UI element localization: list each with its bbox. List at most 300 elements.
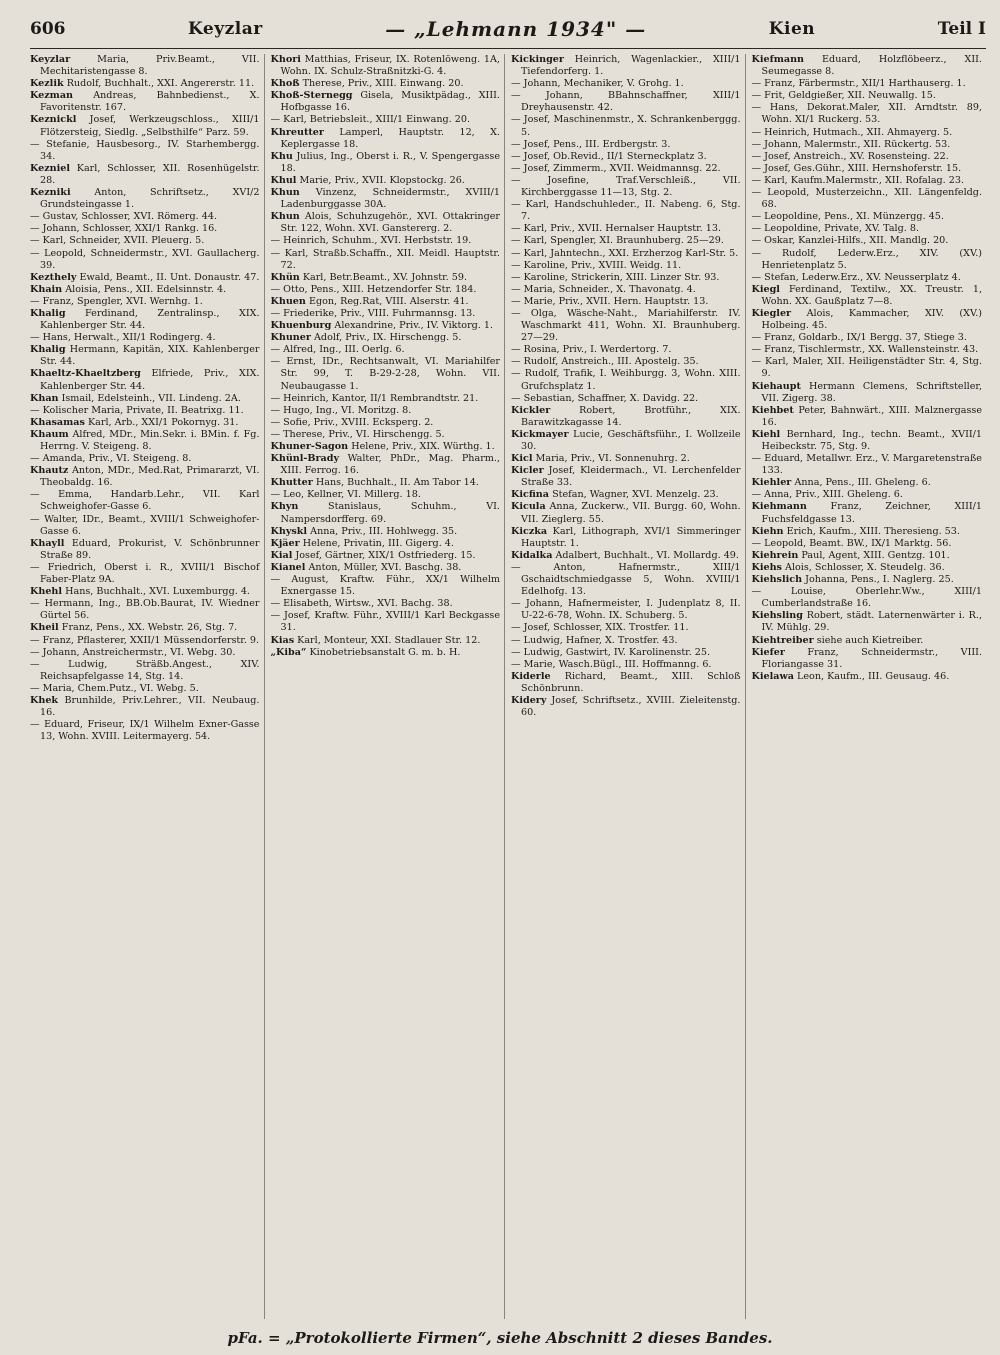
entry-details: — Rudolf, Anstreich., III. Apostelg. 35.: [511, 356, 699, 368]
entry-details: Franz, Schneidermstr., VIII. Floriangasse 31.: [761, 646, 982, 670]
entry-details: — Karoline, Priv., XVIII. Weidg. 11.: [511, 259, 682, 271]
directory-entry: [511, 671, 741, 695]
directory-entry: [511, 78, 741, 90]
entry-surname: Kiehslich: [751, 574, 803, 586]
directory-entry: [30, 622, 260, 634]
entry-surname: Khaeltz-Khaeltzberg: [30, 368, 141, 380]
directory-entry: [511, 296, 741, 308]
directory-entry: [271, 417, 501, 429]
entry-surname: Kjäer: [270, 537, 300, 549]
directory-entry: [511, 284, 741, 296]
entry-details: — Franz, Goldarb., IX/1 Bergg. 37, Stiege 3.: [751, 332, 967, 344]
entry-surname: Khautz: [30, 465, 69, 477]
directory-entry: [511, 175, 741, 199]
directory-entry: [511, 489, 741, 501]
directory-entry: [752, 308, 983, 332]
entry-details: Stanislaus, Schuhm., VI. Nampersdorfferg. 69.: [280, 501, 500, 525]
entry-details: — Josefine, Traf.Verschleiß., VII. Kirchberggasse 11—13, Stg. 2.: [511, 174, 741, 199]
directory-entry: [30, 683, 260, 695]
entry-details: Eduard, Holzflöbeerz., XII. Seumegasse 8.: [761, 54, 982, 78]
directory-entry: [271, 90, 501, 114]
entry-details: Ferdinand, Zentralinsp., XIX. Kahlenberger Str. 44.: [40, 307, 260, 332]
entry-details: Peter, Bahnwärt., XIII. Malznergasse 16.: [761, 404, 982, 428]
entry-details: Eduard, Prokurist, V. Schönbrunner Straße 89.: [40, 537, 260, 561]
entry-surname: Khori: [270, 54, 301, 65]
entry-surname: Keznickl: [30, 114, 77, 126]
column-2: [271, 54, 506, 1319]
directory-entry: [511, 465, 741, 489]
entry-surname: Kezniki: [30, 187, 71, 199]
directory-entry: [752, 78, 983, 90]
directory-entry: [30, 647, 260, 659]
entry-details: — Josef, Kraftw. Führ., XVIII/1 Karl Beckgasse 31.: [270, 610, 500, 634]
entry-surname: Khek: [30, 694, 59, 706]
entry-details: — Hans, Dekorat.Maler, XII. Arndtstr. 89, Wohn. XI/1 Ruckerg. 53.: [751, 102, 982, 126]
entry-details: — Otto, Pens., XIII. Hetzendorfer Str. 184.: [270, 283, 477, 295]
entry-details: — Rosina, Priv., I. Werdertorg. 7.: [511, 344, 672, 356]
directory-entry: [511, 114, 741, 138]
directory-entry: [511, 356, 741, 368]
directory-entry: [271, 610, 501, 634]
directory-entry: [30, 514, 260, 538]
directory-entry: [30, 163, 260, 187]
directory-entry: [752, 272, 983, 284]
directory-entry: [752, 635, 983, 647]
entry-surname: „Kiba“: [270, 646, 307, 658]
entry-details: Alexandrine, Priv., IV. Viktorg. 1.: [334, 320, 494, 332]
directory-entry: [752, 610, 983, 634]
entry-details: Elfriede, Priv., XIX. Kahlenberger Str. 44.: [40, 368, 260, 392]
entry-surname: Kiegler: [751, 307, 792, 319]
entry-details: — Josef, Pens., III. Erdbergstr. 3.: [511, 138, 671, 150]
directory-entry: [30, 223, 260, 235]
entry-details: Erich, Kaufm., XIII. Theresieng. 53.: [786, 525, 960, 537]
directory-entry: [271, 429, 501, 441]
directory-entry: [30, 284, 260, 296]
directory-entry: [511, 501, 741, 525]
entry-details: — Gustav, Schlosser, XVI. Römerg. 44.: [30, 211, 217, 223]
entry-surname: Kiegl: [751, 283, 780, 295]
directory-entry: [511, 344, 741, 356]
directory-entry: [511, 151, 741, 163]
entry-details: Marie, Priv., XVII. Klopstockg. 26.: [299, 174, 465, 186]
entry-details: — Maria, Chem.Putz., VI. Webg. 5.: [30, 682, 199, 694]
directory-entry: [271, 308, 501, 320]
entry-details: — Josef, Ob.Revid., II/1 Sterneckplatz 3.: [511, 150, 707, 162]
entry-surname: Kiefmann: [751, 54, 805, 65]
entry-details: Bernhard, Ing., techn. Beamt., XVII/1 Heibeckstr. 75, Stg. 9.: [761, 428, 982, 452]
entry-details: Josef, Gärtner, XIX/1 Ostfriederg. 15.: [295, 549, 476, 561]
entry-details: — Anton, Hafnermstr., XIII/1 Gschaidtschmiedgasse 5, Wohn. XVIII/1 Edelhofg. 13.: [511, 561, 741, 598]
entry-details: Franz, Zeichner, XIII/1 Fuchsfeldgasse 13.: [761, 501, 982, 525]
entry-details: — Karl, Schneider, XVII. Pleuerg. 5.: [30, 235, 205, 247]
directory-entry: [271, 598, 501, 610]
entry-details: siehe auch Kietreiber.: [816, 634, 924, 646]
directory-entry: [271, 538, 501, 550]
directory-entry: [752, 235, 983, 247]
entry-details: Robert, städt. Laternenwärter i. R., IV. Mühlg. 29.: [761, 610, 982, 634]
entry-details: — Hans, Herwalt., XII/1 Rodingerg. 4.: [30, 332, 216, 344]
entry-details: Helene, Priv., XIX. Würthg. 1.: [351, 441, 495, 452]
directory-entry: [511, 635, 741, 647]
entry-details: Alfred, MDr., Min.Sekr. i. BMin. f. Fg. Herrng. V. Steigeng. 8.: [40, 428, 260, 452]
entry-surname: Kickmayer: [511, 428, 569, 440]
directory-entry: [752, 562, 983, 574]
entry-details: Paul, Agent, XIII. Gentzg. 101.: [801, 549, 950, 561]
entry-surname: Khalig: [30, 344, 66, 356]
entry-surname: Khuen: [270, 295, 306, 307]
entry-details: Alois, Schlosser, X. Steudelg. 36.: [785, 561, 945, 573]
entry-details: Alois, Kammacher, XIV. (XV.) Holbeing. 45.: [761, 307, 982, 332]
entry-details: — Olga, Wäsche-Naht., Mariahilferstr. IV. Waschmarkt 411, Wohn. XI. Braunhuberg. 27—29.: [511, 307, 741, 344]
directory-entry: [30, 344, 260, 368]
entry-details: — Sebastian, Schaffner, X. Davidg. 22.: [511, 392, 699, 404]
entry-details: — Ludwig, Sträßb.Angest., XIV. Reichsapfelgasse 14, Stg. 14.: [30, 658, 260, 682]
entry-details: — Hugo, Ing., VI. Moritzg. 8.: [270, 404, 412, 416]
directory-entry: [511, 393, 741, 405]
entry-surname: Khehl: [30, 586, 63, 598]
entry-surname: Kielawa: [751, 670, 794, 682]
page-header: [30, 12, 986, 46]
directory-entry: [271, 175, 501, 187]
entry-surname: Khoß-Sternegg: [270, 90, 353, 102]
directory-entry: [271, 501, 501, 525]
entry-details: — Marie, Priv., XVII. Hern. Hauptstr. 13.: [511, 295, 709, 307]
directory-entry: [752, 671, 983, 683]
entry-details: Matthias, Friseur, IX. Rotenlöweng. 1A, Wohn. IX. Schulz-Straßnitzki-G. 4.: [280, 54, 500, 78]
entry-details: — Franz, Spengler, XVI. Wernhg. 1.: [30, 295, 203, 307]
directory-entry: [511, 550, 741, 562]
entry-details: — Karl, Priv., XVII. Hernalser Hauptstr. 13.: [511, 223, 722, 235]
entry-details: — Marie, Wasch.Bügl., III. Hoffmanng. 6.: [511, 658, 712, 670]
entry-surname: Khayll: [30, 537, 65, 549]
directory-entry: [752, 211, 983, 223]
directory-entry: [30, 308, 260, 332]
directory-entry: [752, 332, 983, 344]
entry-details: — Rudolf, Lederw.Erz., XIV. (XV.) Henrietenplatz 5.: [751, 247, 982, 271]
directory-entry: [271, 441, 501, 453]
entry-details: — Heinrich, Hutmach., XII. Ahmayerg. 5.: [751, 126, 953, 138]
directory-entry: [511, 272, 741, 284]
entry-details: Adalbert, Buchhalt., VI. Mollardg. 49.: [555, 549, 739, 561]
directory-entry: [752, 477, 983, 489]
entry-details: Anton, MDr., Med.Rat, Primararzt, VI. Theobaldg. 16.: [40, 465, 260, 489]
entry-surname: Khun: [270, 211, 300, 223]
entry-surname: Khaum: [30, 428, 69, 440]
directory-entry: [752, 248, 983, 272]
entry-details: — Therese, Priv., VI. Hirschengg. 5.: [270, 428, 445, 440]
entry-details: Kinobetriebsanstalt G. m. b. H.: [309, 646, 461, 658]
entry-surname: Kicler: [511, 465, 544, 477]
directory-entry: [752, 586, 983, 610]
entry-surname: Kial: [270, 549, 293, 561]
entry-details: Anna, Zuckerw., VII. Burgg. 60, Wohn. VII. Zieglerg. 55.: [521, 501, 741, 525]
entry-details: Brunhilde, Priv.Lehrer., VII. Neubaug. 16.: [40, 694, 260, 719]
directory-entry: [271, 562, 501, 574]
directory-entry: [30, 90, 260, 114]
directory-entry: [511, 308, 741, 344]
directory-entry: [752, 381, 983, 405]
entry-details: Robert, Brotführ., XIX. Barawitzkagasse 14.: [521, 404, 741, 428]
entry-details: — Eduard, Friseur, IX/1 Wilhelm Exner-Gasse 13, Wohn. XVIII. Leitermayerg. 54.: [30, 719, 260, 743]
directory-entry: [511, 647, 741, 659]
entry-details: Ewald, Beamt., II. Unt. Donaustr. 47.: [79, 271, 260, 283]
entry-surname: Khan: [30, 392, 59, 404]
entry-surname: Kiehbet: [751, 404, 794, 416]
directory-entry: [752, 139, 983, 151]
directory-entry: [30, 465, 260, 489]
directory-entry: [511, 659, 741, 671]
entry-details: Andreas, Bahnbedienst., X. Favoritenstr. 167.: [40, 90, 260, 114]
directory-entry: [752, 405, 983, 429]
entry-details: — Heinrich, Kantor, II/1 Rembrandtstr. 21.: [270, 392, 479, 404]
directory-entry: [752, 574, 983, 586]
directory-entry: [752, 550, 983, 562]
entry-details: Josef, Kleidermach., VI. Lerchenfelder Straße 33.: [521, 465, 741, 489]
entry-details: — Stefanie, Hausbesorg., IV. Starhembergg. 34.: [30, 138, 260, 162]
entry-details: Ferdinand, Textilw., XX. Treustr. 1, Wohn. XX. Gaußplatz 7—8.: [761, 283, 982, 307]
entry-surname: Khun: [270, 187, 300, 199]
entry-details: Alois, Schuhzugehör., XVI. Ottakringer Str. 122, Wohn. XVI. Ganstererg. 2.: [280, 211, 500, 235]
directory-entry: [511, 235, 741, 247]
entry-surname: Khasamas: [30, 416, 85, 428]
directory-entry: [271, 526, 501, 538]
directory-entry: [30, 417, 260, 429]
entry-surname: Kiehs: [751, 561, 782, 573]
entry-surname: Khu: [270, 150, 293, 162]
entry-surname: Khalig: [30, 307, 66, 319]
entry-details: Stefan, Wagner, XVI. Menzelg. 23.: [552, 489, 719, 501]
directory-entry: [271, 320, 501, 332]
entry-details: — Oskar, Kanzlei-Hilfs., XII. Mandlg. 20.: [751, 235, 949, 247]
entry-details: — Johann, BBahnschaffner, XIII/1 Dreyhausenstr. 42.: [511, 90, 741, 114]
entry-surname: Khutter: [270, 477, 313, 489]
entry-details: Anton, Schriftsetz., XVI/2 Grundsteingasse 1.: [40, 187, 260, 211]
entry-details: — Rudolf, Trafik, I. Weihburgg. 3, Wohn. XIII. Grufchsplatz 1.: [511, 368, 741, 392]
entry-surname: Kezlik: [30, 78, 64, 90]
directory-entry: [752, 127, 983, 139]
directory-entry: [271, 151, 501, 175]
directory-entry: [30, 187, 260, 211]
directory-entry: [271, 405, 501, 417]
directory-entry: [752, 223, 983, 235]
entry-details: — Karl, Spengler, XI. Braunhuberg. 25—29.: [511, 235, 724, 247]
entry-details: — Ernst, IDr., Rechtsanwalt, VI. Mariahilfer Str. 99, T. B-29-2-28, Wohn. VII. Neubaugasse 1.: [270, 356, 500, 392]
directory-entry: [752, 647, 983, 671]
directory-entry: [30, 296, 260, 308]
directory-entry: [30, 332, 260, 344]
entry-surname: Kickinger: [511, 54, 564, 65]
entry-details: Egon, Reg.Rat, VIII. Alserstr. 41.: [308, 295, 469, 307]
entry-details: Karl, Schlosser, XII. Rosenhügelstr. 28.: [40, 162, 260, 186]
directory-entry: [752, 538, 983, 550]
directory-entry: [511, 405, 741, 429]
directory-entry: [271, 453, 501, 477]
entry-details: Vinzenz, Schneidermstr., XVIII/1 Ladenburggasse 30A.: [280, 187, 500, 211]
directory-entry: [271, 296, 501, 308]
directory-title: — „Lehmann 1934" —: [385, 17, 647, 41]
entry-surname: Kickler: [511, 404, 551, 416]
directory-entry: [511, 429, 741, 453]
entry-details: Karl, Monteur, XXI. Stadlauer Str. 12.: [297, 634, 481, 646]
entry-details: Julius, Ing., Oberst i. R., V. Spengergasse 18.: [280, 150, 500, 174]
entry-details: — Karl, Kaufm.Malermstr., XII. Rofalag. 23.: [751, 174, 965, 186]
directory-entry: [30, 272, 260, 284]
entry-surname: Kiehn: [751, 525, 784, 537]
entry-surname: Keyzlar: [30, 54, 71, 65]
entry-details: — Franz, Pflasterer, XXII/1 Müssendorferstr. 9.: [30, 634, 260, 646]
entry-details: Karl, Betr.Beamt., XV. Johnstr. 59.: [302, 271, 468, 283]
directory-entry: [30, 405, 260, 417]
entry-details: Richard, Beamt., XIII. Schloß Schönbrunn.: [521, 670, 741, 694]
entry-surname: Khünl-Brady: [270, 453, 340, 465]
entry-details: — Friederike, Priv., VIII. Fuhrmannsg. 13.: [270, 307, 476, 319]
entry-details: — Karl, Maler, XII. Heiligenstädter Str. 4, Stg. 9.: [751, 356, 982, 380]
entry-surname: Kiefer: [751, 646, 785, 658]
entry-surname: Khoß: [270, 78, 300, 90]
directory-entry: [30, 489, 260, 513]
entry-details: Aloisia, Pens., XII. Edelsinnstr. 4.: [65, 283, 227, 295]
entry-details: Hermann Clemens, Schriftsteller, VII. Zigerg. 38.: [761, 380, 982, 404]
directory-entry: [30, 719, 260, 743]
directory-entry: [752, 151, 983, 163]
directory-entry: [511, 453, 741, 465]
header-rule: [30, 48, 986, 49]
directory-entry: [271, 647, 501, 659]
entry-details: — Josef, Maschinenmstr., X. Schrankenberggg. 5.: [511, 114, 741, 138]
directory-entry: [752, 356, 983, 380]
entry-surname: Kiehsling: [751, 610, 803, 622]
entry-details: — Karoline, Strickerin, XIII. Linzer Str. 93.: [511, 271, 720, 283]
entry-details: Hans, Buchhalt., II. Am Tabor 14.: [315, 477, 479, 489]
directory-entry: [271, 187, 501, 211]
running-head-left: Keyzlar: [188, 19, 263, 39]
entry-details: — Alfred, Ing., III. Oerlg. 6.: [270, 344, 405, 356]
entry-surname: Khuner: [270, 332, 311, 344]
entry-details: — Karl, Handschuhleder., II. Nabeng. 6, Stg. 7.: [511, 199, 741, 223]
entry-details: — Ludwig, Gastwirt, IV. Karolinenstr. 25.: [511, 646, 711, 658]
entry-surname: Khuner-Sagon: [270, 441, 349, 452]
directory-entry: [271, 54, 501, 78]
entry-details: — Johann, Malermstr., XII. Rückertg. 53.: [751, 138, 951, 150]
entry-details: — Josef, Ges.Gühr., XIII. Hernshoferstr. 15.: [751, 162, 962, 174]
entry-surname: Kicl: [511, 453, 533, 465]
directory-entry: [271, 344, 501, 356]
entry-details: Hans, Buchhalt., XVI. Luxemburgg. 4.: [65, 586, 250, 598]
entry-surname: Kicfina: [511, 489, 549, 501]
directory-entry: [511, 622, 741, 634]
directory-entry: [271, 550, 501, 562]
entry-details: Ismail, Edelsteinh., VII. Lindeng. 2A.: [61, 392, 241, 404]
entry-surname: Khain: [30, 283, 63, 295]
entry-surname: Kianel: [270, 561, 306, 573]
entry-details: — Amanda, Priv., VI. Steigeng. 8.: [30, 453, 192, 465]
directory-entry: [271, 272, 501, 284]
entry-details: Johanna, Pens., I. Naglerg. 25.: [805, 574, 954, 586]
entry-surname: Kicula: [511, 501, 546, 513]
directory-entry: [30, 586, 260, 598]
entry-details: Rudolf, Buchhalt., XXI. Angererstr. 11.: [66, 78, 255, 90]
entry-details: — Ludwig, Hafner, X. Trostfer. 43.: [511, 634, 678, 646]
directory-entry: [752, 526, 983, 538]
entry-details: Lamperl, Hauptstr. 12, X. Keplergasse 18.: [280, 126, 500, 150]
directory-entry: [752, 187, 983, 211]
directory-entry: [752, 429, 983, 453]
entry-details: — Emma, Handarb.Lehr., VII. Karl Schweighofer-Gasse 6.: [30, 489, 260, 513]
directory-entry: [30, 659, 260, 683]
directory-entry: [511, 526, 741, 550]
directory-entry: [30, 562, 260, 586]
entry-details: — Josef, Schlosser, XIX. Trostfer. 11.: [511, 622, 689, 634]
directory-entry: [752, 175, 983, 187]
directory-entry: [511, 139, 741, 151]
entry-surname: Khuenburg: [270, 320, 332, 332]
entry-surname: Khreutter: [270, 126, 324, 138]
directory-entry: [752, 284, 983, 308]
entry-details: — Karl, Jahntechn., XXI. Erzherzog Karl-Str. 5.: [511, 247, 739, 259]
column-3: [511, 54, 746, 1319]
entry-surname: Kiehler: [751, 477, 792, 489]
entry-details: — Johann, Anstreichermstr., VI. Webg. 30.: [30, 646, 236, 658]
entry-details: Maria, Priv.Beamt., VII. Mechitaristengasse 8.: [40, 54, 260, 78]
directory-entry: [271, 235, 501, 247]
directory-entry: [752, 102, 983, 126]
entry-details: Therese, Priv., XIII. Einwang. 20.: [302, 78, 464, 90]
page-number: 606: [30, 19, 66, 39]
entry-details: — Maria, Schneider., X. Thavonatg. 4.: [511, 283, 696, 295]
directory-entry: [752, 489, 983, 501]
entry-details: — Josef, Zimmerm., XVII. Weidmannsg. 22.: [511, 162, 721, 174]
directory-entry: [752, 54, 983, 78]
directory-entry: [30, 538, 260, 562]
directory-entry: [511, 90, 741, 114]
entry-details: — Hermann, Ing., BB.Ob.Baurat, IV. Wiedner Gürtel 56.: [30, 598, 260, 622]
directory-entry: [511, 248, 741, 260]
entry-details: — Leopold, Musterzeichn., XII. Längenfeldg. 68.: [751, 187, 982, 211]
entry-details: — Stefan, Lederw.Erz., XV. Neusserplatz 4.: [751, 271, 961, 283]
directory-entry: [271, 284, 501, 296]
directory-entry: [271, 248, 501, 272]
entry-details: Hermann, Kapitän, XIX. Kahlenberger Str. 44.: [40, 344, 260, 368]
directory-entry: [30, 54, 260, 78]
entry-details: — Anna, Priv., XIII. Gheleng. 6.: [751, 489, 903, 501]
directory-entry: [752, 501, 983, 525]
entry-details: — Leopoldine, Pens., XI. Münzergg. 45.: [751, 211, 944, 223]
entry-details: — Eduard, Metallwr. Erz., V. Margaretenstraße 133.: [751, 453, 982, 477]
entry-details: — Leopoldine, Private, XV. Talg. 8.: [751, 223, 920, 235]
entry-details: Helene, Privatin, III. Gigerg. 4.: [302, 537, 454, 549]
directory-entry: [271, 635, 501, 647]
directory-columns: [30, 54, 986, 1319]
directory-entry: [30, 429, 260, 453]
column-4: [752, 54, 987, 1319]
entry-details: — Kolischer Maria, Private, II. Beatrixg. 11.: [30, 404, 244, 416]
entry-details: Anna, Priv., III. Hohlwegg. 35.: [310, 525, 458, 537]
entry-details: — Franz, Färbermstr., XII/1 Harthauserg. 1.: [751, 78, 966, 90]
directory-entry: [752, 163, 983, 175]
entry-surname: Kiehmann: [751, 501, 807, 513]
entry-surname: Kiderle: [511, 670, 551, 682]
entry-surname: Kias: [270, 634, 295, 646]
entry-details: — Walter, IDr., Beamt., XVIII/1 Schweighofer-Gasse 6.: [30, 513, 260, 537]
entry-surname: Kiehrein: [751, 549, 799, 561]
entry-details: Lucie, Geschäftsführ., I. Wollzeile 30.: [521, 428, 741, 452]
directory-entry: [271, 114, 501, 126]
entry-details: Anton, Müller, XVI. Baschg. 38.: [308, 561, 462, 573]
directory-entry: [511, 695, 741, 719]
entry-surname: Kheil: [30, 622, 59, 634]
entry-details: Leon, Kaufm., III. Geusaug. 46.: [797, 670, 950, 682]
